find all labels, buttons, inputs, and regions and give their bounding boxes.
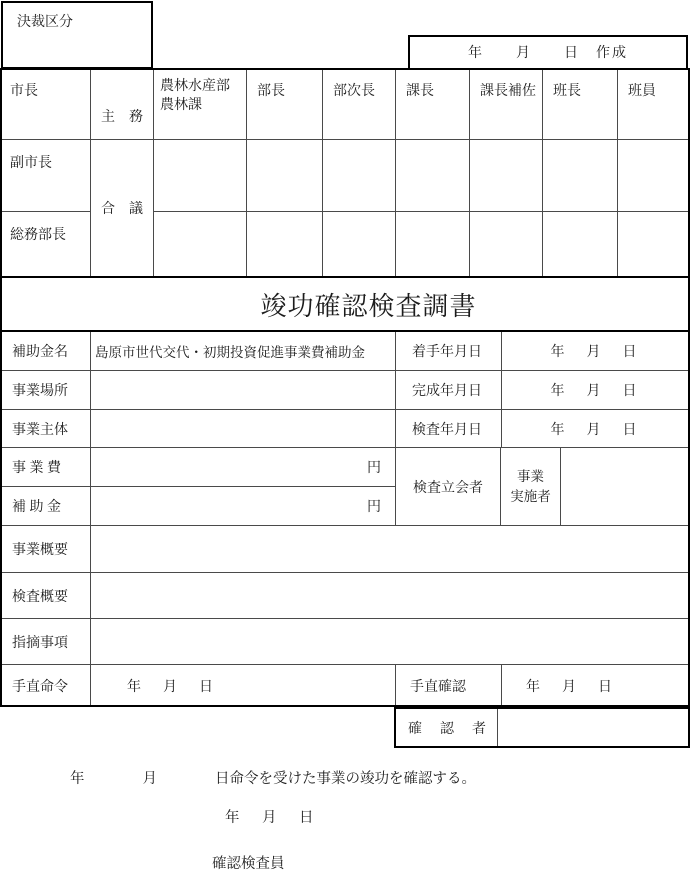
approval-cell-somubucho: 総務部長 [0, 212, 91, 277]
value-jigyo-gaiyo [91, 526, 690, 573]
approval-cell-gogi: 合 議 [91, 140, 154, 277]
value-jigyo-shutai [91, 410, 396, 448]
stamp-cell [396, 140, 470, 212]
stamp-cell [396, 212, 470, 277]
label-kensa-gaiyo: 検査概要 [0, 573, 91, 619]
label-jigyo-gaiyo: 事業概要 [0, 526, 91, 573]
approval-cell-shumu: 主 務 [91, 68, 154, 140]
department-line2: 農林課 [160, 97, 202, 113]
label-jigyo-jisshisha [501, 448, 561, 526]
footer-date-line: 年 月 日 [225, 810, 318, 826]
footer-kakunin-kensain: 確認検査員 [212, 856, 285, 871]
value-kansei-date: 年 月 日 [502, 371, 690, 410]
stamp-cell [323, 140, 396, 212]
kessai-kubun-label: 決裁区分 [17, 15, 73, 30]
label-chakushu-nengappi: 着手年月日 [396, 332, 502, 371]
jisshisha-line1: 事業 [517, 468, 544, 484]
value-hojokin-mei: 島原市世代交代・初期投資促進事業費補助金 [91, 332, 396, 371]
label-jigyo-shutai: 事業主体 [0, 410, 91, 448]
footer-confirmation-sentence: 年 月 日命令を受けた事業の竣功を確認する。 [70, 771, 476, 787]
label-hojokin-mei: 補助金名 [0, 332, 91, 371]
label-jigyo-hi: 事 業 費 [0, 448, 91, 487]
approval-cell-hancho: 班長 [543, 68, 618, 140]
label-tenaoshi-meirei: 手直命令 [0, 665, 91, 707]
stamp-cell [247, 140, 323, 212]
value-jigyo-hi-yen: 円 [91, 448, 396, 487]
value-chakushu-date: 年 月 日 [502, 332, 690, 371]
form-title: 竣功確認検査調書 [0, 277, 690, 332]
label-kensa-tachiaisha: 検査立会者 [396, 448, 501, 526]
jisshisha-line2: 実施者 [510, 488, 551, 504]
approval-cell-department [154, 68, 247, 140]
value-shiteki-jiko [91, 619, 690, 665]
stamp-cell [323, 212, 396, 277]
label-kensa-nengappi: 検査年月日 [396, 410, 502, 448]
label-hojokin: 補 助 金 [0, 487, 91, 526]
value-tenaoshi-kakunin-date: 年 月 日 [502, 665, 690, 707]
stamp-cell [247, 212, 323, 277]
stamp-cell [470, 140, 543, 212]
approval-cell-mayor: 市長 [0, 68, 91, 140]
value-kakunin-sha [498, 707, 690, 748]
stamp-cell [154, 140, 247, 212]
value-tenaoshi-meirei-date: 年 月 日 [91, 665, 396, 707]
stamp-cell [618, 212, 690, 277]
label-kansei-nengappi: 完成年月日 [396, 371, 502, 410]
approval-cell-fukushicho: 副市長 [0, 140, 91, 212]
stamp-cell [543, 140, 618, 212]
approval-cell-kachohosa: 課長補佐 [470, 68, 543, 140]
approval-cell-bujicho: 部次長 [323, 68, 396, 140]
value-kensa-date: 年 月 日 [502, 410, 690, 448]
stamp-cell [543, 212, 618, 277]
header-bottom-rule [0, 276, 690, 278]
stamp-cell [618, 140, 690, 212]
value-jisshisha-blank [561, 448, 690, 526]
approval-cell-kacho: 課長 [396, 68, 470, 140]
value-kensa-gaiyo [91, 573, 690, 619]
label-jigyo-basho: 事業場所 [0, 371, 91, 410]
approval-cell-bucho: 部長 [247, 68, 323, 140]
label-shiteki-jiko: 指摘事項 [0, 619, 91, 665]
department-line1: 農林水産部 [160, 79, 230, 94]
stamp-cell [154, 212, 247, 277]
approval-cell-hanin: 班員 [618, 68, 690, 140]
value-hojokin-yen: 円 [91, 487, 396, 526]
stamp-cell [470, 212, 543, 277]
title-bottom-rule [0, 330, 690, 332]
label-tenaoshi-kakunin: 手直確認 [396, 665, 502, 707]
created-date-label: 年 月 日 作成 [468, 45, 628, 61]
label-kakunin-sha: 確 認 者 [394, 707, 498, 748]
value-jigyo-basho [91, 371, 396, 410]
